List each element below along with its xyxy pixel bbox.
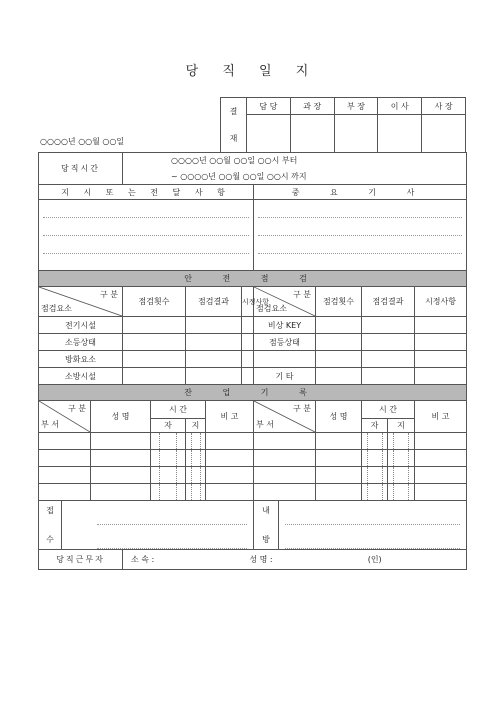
approval-role: 이 사 bbox=[378, 98, 422, 115]
instructions-header: 지 시 또 는 전 달 사 항 bbox=[39, 185, 254, 200]
safety-item: 기 타 bbox=[254, 368, 316, 385]
duty-log-table bbox=[38, 152, 467, 570]
duty-time-from: ○○○○년 ○○월 ○○일 ○○시 부터 bbox=[123, 153, 467, 169]
approval-sign-box[interactable] bbox=[247, 115, 291, 153]
safety-col-result: 점검결과 bbox=[362, 287, 415, 317]
dept-label: 소 속 : bbox=[131, 555, 155, 564]
important-notes-area[interactable] bbox=[254, 200, 467, 271]
overtime-corner-right: 구 분 부 서 bbox=[254, 401, 316, 433]
overtime-section-title: 잔 업 기 록 bbox=[39, 385, 467, 401]
safety-item: 소등상태 bbox=[39, 334, 123, 351]
safety-corner-left: 구 분 점검요소 bbox=[39, 287, 123, 317]
safety-col-count: 점검횟수 bbox=[123, 287, 186, 317]
safety-col-fix: 시정사항 bbox=[242, 287, 254, 317]
approval-role: 담 당 bbox=[247, 98, 291, 115]
duty-time-label: 당직시간 bbox=[39, 153, 123, 185]
receipt-area[interactable] bbox=[91, 501, 254, 550]
overtime-corner-left: 구 분 부 서 bbox=[39, 401, 91, 433]
overtime-name-header: 성 명 bbox=[316, 401, 362, 433]
overtime-from-header: 자 bbox=[151, 419, 186, 433]
duty-time-to: ~ ○○○○년 ○○월 ○○일 ○○시 까지 bbox=[123, 169, 467, 185]
safety-corner-right: 구 분 점검요소 bbox=[254, 287, 316, 317]
approval-sign-box[interactable] bbox=[290, 115, 334, 153]
safety-col-count: 점검횟수 bbox=[316, 287, 362, 317]
approval-sign-box[interactable] bbox=[422, 115, 466, 153]
overtime-name-header: 성 명 bbox=[91, 401, 151, 433]
safety-item: 방화요소 bbox=[39, 351, 123, 368]
approval-sign-box[interactable] bbox=[334, 115, 378, 153]
safety-item bbox=[254, 351, 316, 368]
duty-worker-label: 당직근무자 bbox=[39, 550, 123, 570]
safety-col-fix: 시정사항 bbox=[415, 287, 467, 317]
approval-role: 과 장 bbox=[290, 98, 334, 115]
receipt-label: 접 수 bbox=[39, 501, 91, 550]
overtime-remark-header: 비 고 bbox=[206, 401, 254, 433]
overtime-time-header: 시 간 bbox=[151, 401, 206, 419]
safety-item: 소방시설 bbox=[39, 368, 123, 385]
document-title: 당 직 일 지 bbox=[185, 64, 319, 79]
approval-table bbox=[220, 97, 466, 153]
approval-sign-box[interactable] bbox=[378, 115, 422, 153]
overtime-to-header: 지 bbox=[388, 419, 415, 433]
safety-item: 비상 KEY bbox=[254, 317, 316, 334]
visit-area[interactable] bbox=[254, 501, 467, 550]
approval-role: 사 장 bbox=[422, 98, 466, 115]
approval-role: 부 장 bbox=[334, 98, 378, 115]
approval-label: 결 재 bbox=[221, 98, 247, 153]
name-label: 성 명 : bbox=[249, 555, 273, 564]
overtime-remark-header: 비 고 bbox=[415, 401, 467, 433]
overtime-to-header: 지 bbox=[186, 419, 206, 433]
safety-col-result: 점검결과 bbox=[186, 287, 242, 317]
overtime-time-header: 시 간 bbox=[362, 401, 415, 419]
safety-section-title: 안 전 점 검 bbox=[39, 271, 467, 287]
safety-item: 전기시설 bbox=[39, 317, 123, 334]
seal-label: (인) bbox=[367, 555, 382, 564]
document-date: ○○○○년 ○○월 ○○일 bbox=[40, 137, 125, 146]
overtime-from-header: 자 bbox=[362, 419, 388, 433]
instructions-area[interactable] bbox=[39, 200, 254, 271]
important-notes-header: 중 요 기 사 bbox=[254, 185, 467, 200]
safety-item: 점등상태 bbox=[254, 334, 316, 351]
visit-label: 내 방 bbox=[254, 501, 279, 549]
duty-worker-row[interactable] bbox=[123, 550, 467, 570]
